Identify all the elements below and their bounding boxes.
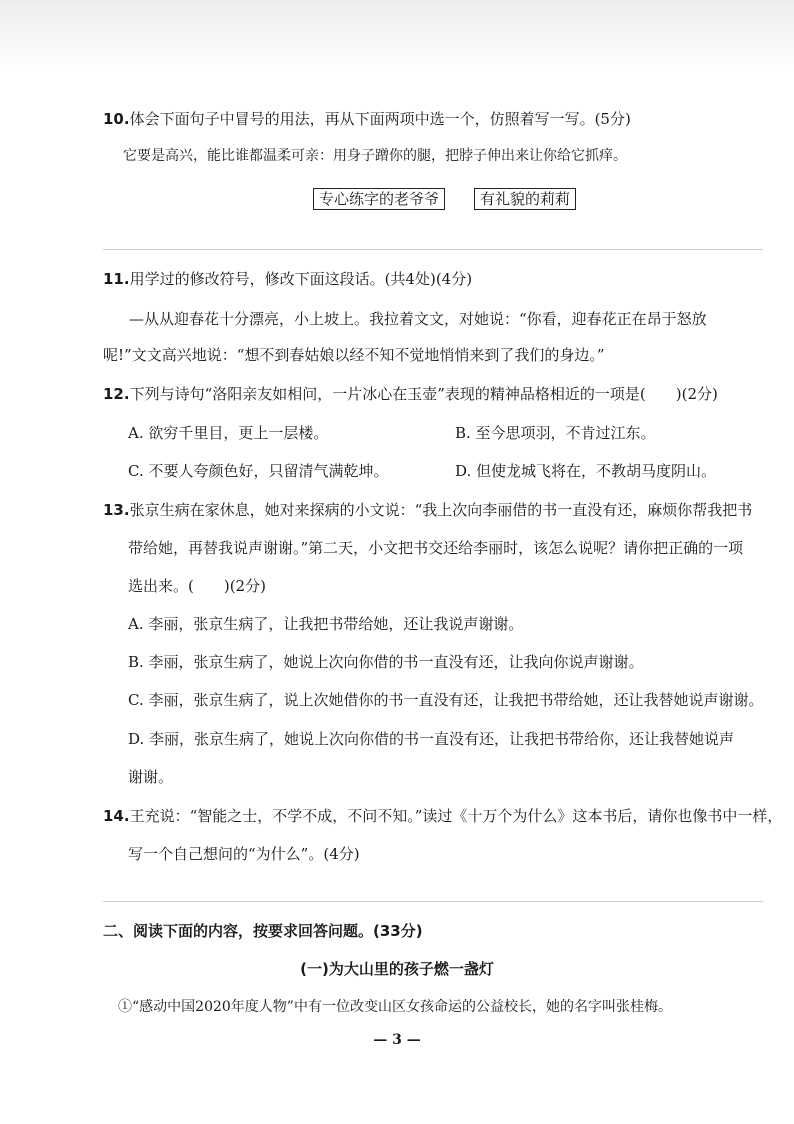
q11-line-2: 呢!”文文高兴地说：“想不到春姑娘以经不知不觉地悄悄来到了我们的身边。” [103, 346, 605, 364]
q11-line-1: —从从迎春花十分漂亮，小上坡上。我拉着文文，对她说：“你看，迎春花正在昂于怒放 [129, 310, 707, 328]
q12-option-c: C. 不要人夸颜色好，只留清气满乾坤。 [128, 462, 389, 480]
divider [103, 249, 763, 250]
q13-option-d-line-1: D. 李丽，张京生病了，她说上次向你借的书一直没有还，让我把书带给你，还让我替她说声 [128, 730, 735, 748]
q13-option-b: B. 李丽，张京生病了，她说上次向你借的书一直没有还，让我向你说声谢谢。 [128, 653, 644, 671]
q13-option-d-line-2: 谢谢。 [128, 768, 174, 786]
page-number: — 3 — [373, 1032, 421, 1048]
q14-number: 14. [103, 807, 130, 825]
q13-number: 13. [103, 501, 130, 519]
q13-prompt-line-2: 带给她，再替我说声谢谢。”第二天，小文把书交还给李丽时，该怎么说呢？请你把正确的一项 [128, 539, 744, 557]
q13-option-a: A. 李丽，张京生病了，让我把书带给她，还让我说声谢谢。 [128, 615, 524, 633]
q14-prompt-line-1: 14.王充说：“智能之士，不学不成，不问不知。”读过《十万个为什么》这本书后，请你也像书中一样， [103, 807, 783, 825]
q10-number: 10. [103, 110, 130, 128]
q10-option-2: 有礼貌的莉莉 [474, 188, 576, 210]
q13-prompt-line-3: 选出来。( )(2分) [128, 577, 266, 595]
q13-prompt-line-1: 13.张京生病在家休息，她对来探病的小文说：“我上次向李丽借的书一直没有还，麻烦你帮我把书 [103, 501, 753, 519]
q12-option-a: A. 欲穷千里目，更上一层楼。 [128, 424, 329, 442]
q14-prompt-line-2: 写一个自己想问的“为什么”。(4分) [128, 845, 360, 863]
divider [103, 901, 763, 902]
q12-option-d: D. 但使龙城飞将在，不教胡马度阴山。 [455, 462, 717, 480]
q13-option-c: C. 李丽，张京生病了，说上次她借你的书一直没有还，让我把书带给她，还让我替她说声谢谢。 [128, 691, 764, 709]
q12-number: 12. [103, 385, 130, 403]
q10-option-1: 专心练字的老爷爷 [313, 188, 445, 210]
q10-prompt: 10.体会下面句子中冒号的用法，再从下面两项中选一个，仿照着写一写。(5分) [103, 110, 631, 128]
passage-title: (一)为大山里的孩子燃一盏灯 [300, 960, 494, 978]
q10-example: 它要是高兴，能比谁都温柔可亲：用身子蹭你的腿，把脖子伸出来让你给它抓痒。 [123, 148, 627, 164]
q12-option-b: B. 至今思项羽，不肯过江东。 [455, 424, 656, 442]
section-heading: 二、阅读下面的内容，按要求回答问题。(33分) [103, 922, 423, 940]
q11-prompt: 11.用学过的修改符号，修改下面这段话。(共4处)(4分) [103, 270, 473, 288]
q11-number: 11. [103, 270, 130, 288]
passage-paragraph-1: ①“感动中国2020年度人物”中有一位改变山区女孩命运的公益校长，她的名字叫张桂梅。 [118, 999, 672, 1015]
q12-prompt: 12.下列与诗句“洛阳亲友如相问，一片冰心在玉壶”表现的精神品格相近的一项是( )(2分) [103, 385, 718, 403]
